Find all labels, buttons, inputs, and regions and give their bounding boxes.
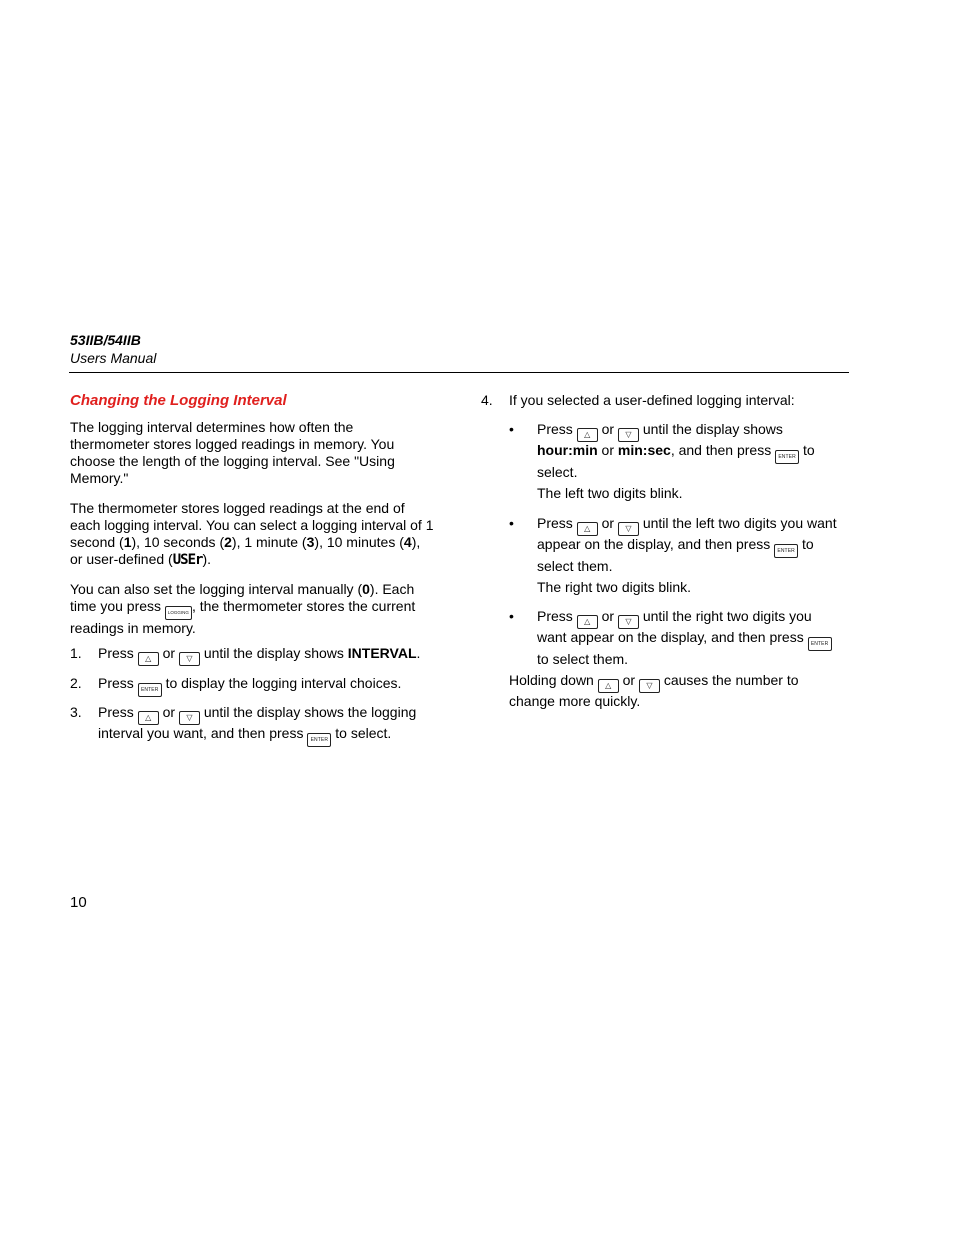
intro-paragraph-2: The thermometer stores logged readings at the end of each logging interval. You can select a logging interval of 1 second (1), 10 seconds (2), 1 minute (3), 10 minutes (4), or user-defined (USEr).: [70, 500, 434, 568]
substep-bullet-3: • Press △ or ▽ until the right two digits you want appear on the display, and then press ENTER to select them.: [509, 608, 844, 668]
enter-key-icon: ENTER: [138, 683, 162, 697]
lcd-user-symbol: USEr: [172, 552, 203, 568]
page-number: 10: [70, 894, 87, 911]
step-4: 4. If you selected a user-defined logging interval:: [481, 392, 795, 408]
enter-key-icon: ENTER: [775, 450, 799, 464]
intro-paragraph-1: The logging interval determines how often the thermometer stores logged readings in memory. You choose the length of the logging interval. See "Using Memory.": [70, 419, 395, 486]
step-2: 2. Press ENTER to display the logging interval choices.: [70, 675, 435, 697]
up-key-icon: △: [138, 711, 159, 725]
logging-key-icon: LOGGING: [165, 606, 192, 620]
down-key-icon: ▽: [179, 652, 200, 666]
header-rule: [69, 372, 849, 373]
note-right-digits: The right two digits blink.: [537, 579, 692, 595]
up-key-icon: △: [598, 679, 619, 693]
substep-bullet-1: • Press △ or ▽ until the display shows hour:min or min:sec, and then press ENTER to select.: [509, 421, 815, 480]
substep-bullet-2: • Press △ or ▽ until the left two digits you want appear on the display, and then press ENTER to select them.: [509, 515, 837, 574]
down-key-icon: ▽: [639, 679, 660, 693]
note-left-digits: The left two digits blink.: [537, 485, 683, 501]
step-1: 1. Press △ or ▽ until the display shows INTERVAL.: [70, 645, 435, 666]
holding-note: Holding down △ or ▽ causes the number to change more quickly.: [509, 672, 799, 709]
enter-key-icon: ENTER: [774, 544, 798, 558]
manual-model: 53IIB/54IIB: [70, 332, 141, 348]
up-key-icon: △: [577, 522, 598, 536]
enter-key-icon: ENTER: [808, 637, 832, 651]
step-3: 3. Press △ or ▽ until the display shows the logging interval you want, and then press ENTER to select.: [70, 704, 435, 747]
down-key-icon: ▽: [618, 428, 639, 442]
down-key-icon: ▽: [618, 522, 639, 536]
up-key-icon: △: [577, 428, 598, 442]
down-key-icon: ▽: [618, 615, 639, 629]
intro-paragraph-3: You can also set the logging interval manually (0). Each time you press LOGGING , the thermometer stores the current readings in memory.: [70, 581, 416, 636]
manual-subtitle: Users Manual: [70, 350, 157, 366]
down-key-icon: ▽: [179, 711, 200, 725]
up-key-icon: △: [138, 652, 159, 666]
enter-key-icon: ENTER: [307, 733, 331, 747]
section-title: Changing the Logging Interval: [70, 392, 287, 409]
up-key-icon: △: [577, 615, 598, 629]
